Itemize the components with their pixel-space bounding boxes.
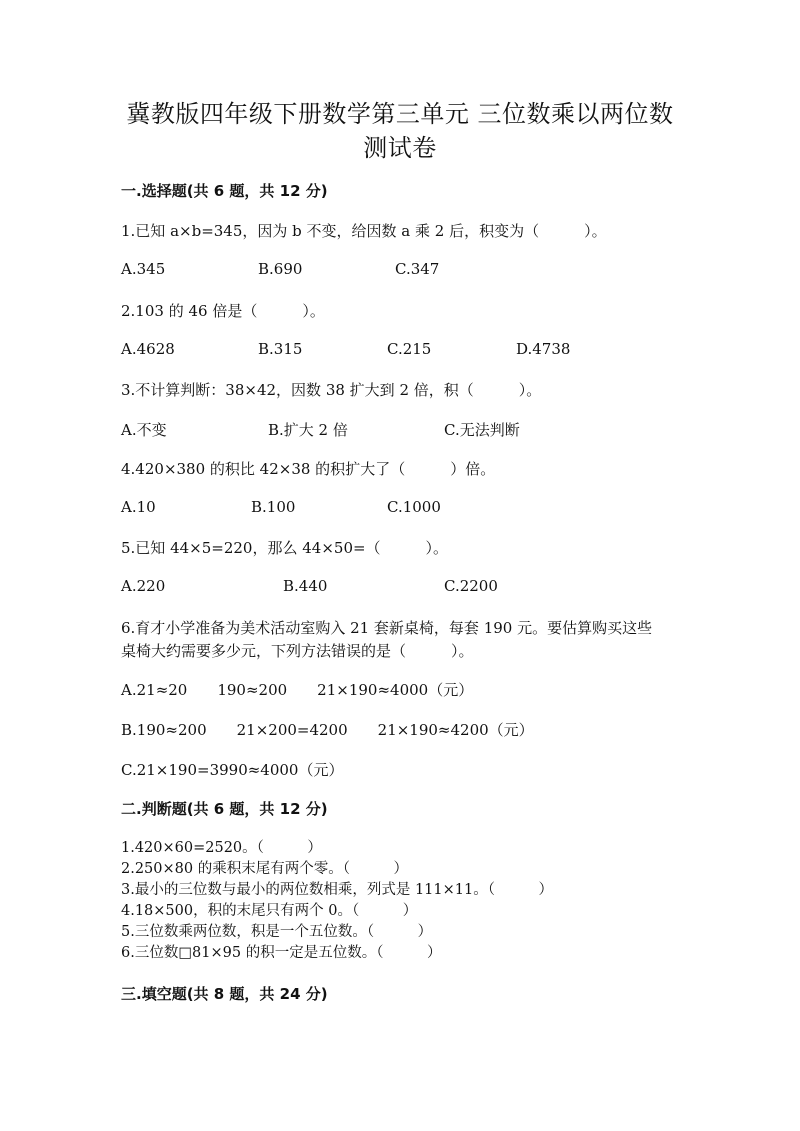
page-title-line2: 测试卷 [363,134,437,162]
option-a: A.4628 [121,340,175,358]
option-a: A.220 [121,577,166,595]
option-b: B.100 [251,498,296,516]
question-text: 3.不计算判断：38×42，因数 38 扩大到 2 倍，积（ ）。 [121,381,542,399]
option-b: B.315 [258,340,303,358]
judge-item: 5.三位数乘两位数，积是一个五位数。（ ） [121,924,433,940]
question-text: 5.已知 44×5=220，那么 44×50=（ ）。 [121,539,449,557]
page-title: 冀教版四年级下册数学第三单元 三位数乘以两位数 [126,100,674,128]
option-c: C.1000 [387,498,441,516]
question-text: 1.已知 a×b=345，因为 b 不变，给因数 a 乘 2 后，积变为（ ）。 [121,222,607,240]
option-b: B.440 [283,577,328,595]
option-a: A.345 [121,260,166,278]
option-c: C.21×190=3990≈4000（元） [121,761,344,779]
judge-item: 4.18×500，积的末尾只有两个 0。（ ） [121,903,418,919]
option-b: B.690 [258,260,303,278]
option-b: B.扩大 2 倍 [268,421,348,439]
question-text: 6.育才小学准备为美术活动室购入 21 套新桌椅，每套 190 元。要估算购买这些 [121,619,653,637]
question-text: 4.420×380 的积比 42×38 的积扩大了（ ）倍。 [121,460,496,478]
judge-item: 6.三位数□81×95 的积一定是五位数。（ ） [121,945,442,961]
option-a: A.不变 [121,421,167,439]
section-heading-judge: 二.判断题(共 6 题，共 12 分) [121,800,328,818]
question-text-line2: 桌椅大约需要多少元，下列方法错误的是（ ）。 [121,642,474,660]
option-c: C.347 [395,260,440,278]
judge-item: 3.最小的三位数与最小的两位数相乘，列式是 111×11。（ ） [121,882,553,898]
question-text: 2.103 的 46 倍是（ ）。 [121,302,325,320]
judge-item: 2.250×80 的乘积末尾有两个零。（ ） [121,861,408,877]
judge-item: 1.420×60=2520。（ ） [121,840,322,856]
section-heading-fill: 三.填空题(共 8 题，共 24 分) [121,985,328,1003]
option-a: A.21≈20 190≈200 21×190≈4000（元） [121,681,474,699]
option-b: B.190≈200 21×200=4200 21×190≈4200（元） [121,721,534,739]
option-d: D.4738 [516,340,571,358]
option-a: A.10 [121,498,156,516]
option-c: C.2200 [444,577,498,595]
option-c: C.215 [387,340,432,358]
section-heading-choice: 一.选择题(共 6 题，共 12 分) [121,182,328,200]
option-c: C.无法判断 [444,421,520,439]
